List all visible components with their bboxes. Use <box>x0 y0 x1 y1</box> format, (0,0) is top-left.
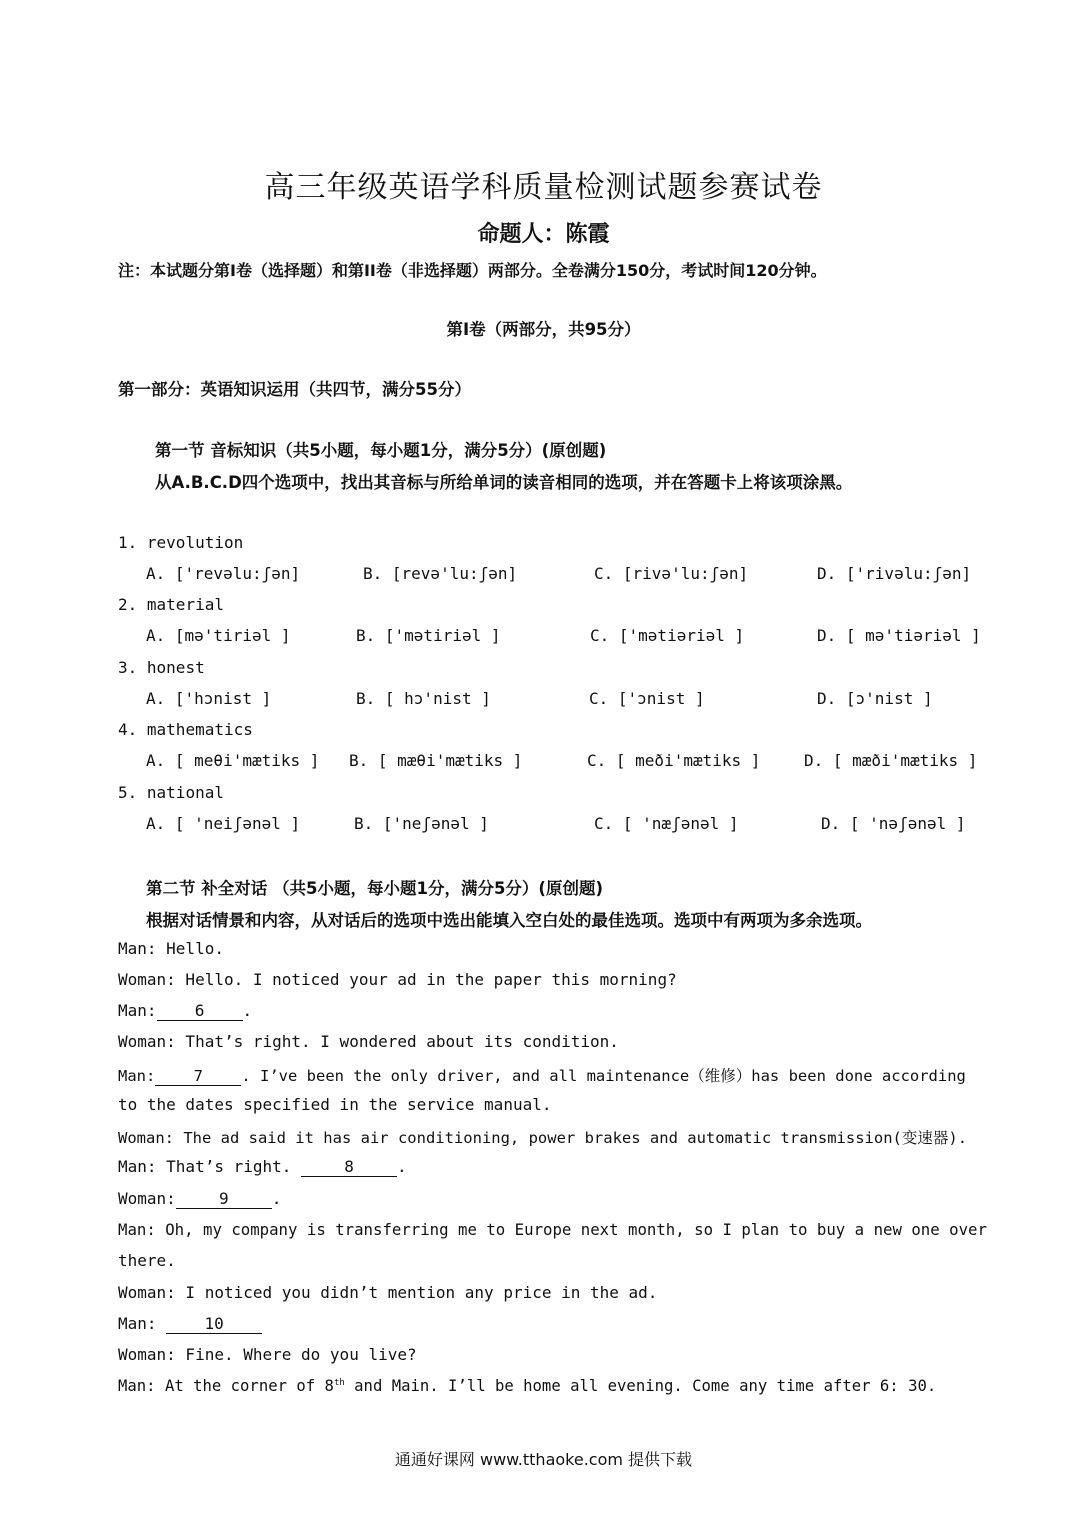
q5-option-d[interactable]: D. [ 'nəʃənəl ] <box>821 814 966 833</box>
page-title: 高三年级英语学科质量检测试题参赛试卷 <box>264 170 823 205</box>
speaker-text: . I’ve been the only driver, and all maintenance（维修）has been done according <box>241 1067 966 1085</box>
ordinal-suffix: th <box>333 1377 345 1388</box>
q5-option-c[interactable]: C. [ 'næʃənəl ] <box>594 814 739 833</box>
section1-heading: 第一节 音标知识（共5小题，每小题1分，满分5分）(原创题) <box>155 441 607 460</box>
section1-instruction: 从A.B.C.D四个选项中，找出其音标与所给单词的读音相同的选项，并在答题卡上将该项涂黑。 <box>155 473 853 492</box>
q1-option-b[interactable]: B. [revə'lu:ʃən] <box>363 564 518 583</box>
footer-text[interactable]: 通通好课网 www.tthaoke.com 提供下载 <box>394 1450 693 1469</box>
section2-instruction: 根据对话情景和内容，从对话后的选项中选出能填入空白处的最佳选项。选项中有两项为多余选项。 <box>146 911 872 930</box>
dialogue-line <box>118 1377 936 1395</box>
question-4 <box>118 720 253 739</box>
q4-option-a[interactable]: A. [ meθi'mætiks ] <box>146 751 320 770</box>
dialogue-line <box>118 1064 966 1086</box>
q5-option-b[interactable]: B. ['neʃənəl ] <box>354 814 489 833</box>
question-2 <box>118 595 224 614</box>
dialogue-line: Man: Hello. <box>118 939 224 958</box>
dialogue-line: Woman: That’s right. I wondered about its condition. <box>118 1032 619 1051</box>
question-number: 3. <box>118 658 138 677</box>
q1-option-a[interactable]: A. ['revəlu:ʃən] <box>146 564 301 583</box>
speaker-text: . <box>397 1157 407 1176</box>
q3-option-a[interactable]: A. ['hɔnist ] <box>146 689 272 708</box>
question-word: revolution <box>146 533 244 552</box>
question-word: material <box>146 595 224 614</box>
speaker-text: Man: <box>118 1067 156 1085</box>
author-line: 命题人：陈霞 <box>477 222 610 247</box>
q2-option-a[interactable]: A. [mə'tiriəl ] <box>146 626 291 645</box>
dialogue-line <box>118 1189 281 1209</box>
speaker-text: Man: That’s right. <box>118 1157 302 1176</box>
dialogue-line <box>118 1001 252 1021</box>
question-5 <box>118 783 224 802</box>
q3-option-c[interactable]: C. ['ɔnist ] <box>589 689 705 708</box>
q1-option-c[interactable]: C. [rivə'lu:ʃən] <box>594 564 749 583</box>
q3-option-d[interactable]: D. [ɔ'nist ] <box>817 689 933 708</box>
dialogue-line: to the dates specified in the service manual. <box>118 1095 552 1114</box>
speaker-text: Man: At the corner of 8 <box>118 1377 334 1395</box>
q4-option-b[interactable]: B. [ mæθi'mætiks ] <box>349 751 523 770</box>
exam-note: 注：本试题分第Ⅰ卷（选择题）和第II卷（非选择题）两部分。全卷满分150分，考试时间120分钟。 <box>118 261 827 280</box>
q2-option-b[interactable]: B. ['mətiriəl ] <box>356 626 501 645</box>
question-number: 2. <box>118 595 138 614</box>
speaker-text: Man: <box>118 1001 157 1020</box>
speaker-text: Woman: <box>118 1189 176 1208</box>
question-3 <box>118 658 205 677</box>
question-word: honest <box>146 658 205 677</box>
dialogue-line: Man: Oh, my company is transferring me to Europe next month, so I plan to buy a new one over <box>118 1220 987 1239</box>
part-heading: 第一部分：英语知识运用（共四节，满分55分） <box>118 380 471 399</box>
volume-heading: 第Ⅰ卷（两部分，共95分） <box>446 320 641 339</box>
question-number: 5. <box>118 783 138 802</box>
question-number: 4. <box>118 720 138 739</box>
q4-option-d[interactable]: D. [ mæði'mætiks ] <box>804 751 978 770</box>
answer-blank-8[interactable]: 8 <box>301 1158 397 1177</box>
answer-blank-9[interactable]: 9 <box>176 1190 272 1209</box>
q5-option-a[interactable]: A. [ 'neiʃənəl ] <box>146 814 301 833</box>
dialogue-line: Woman: Hello. I noticed your ad in the paper this morning? <box>118 970 677 989</box>
dialogue-line: Woman: The ad said it has air conditioning, power brakes and automatic transmission(变速器). <box>118 1129 968 1147</box>
question-1 <box>118 533 243 552</box>
q4-option-c[interactable]: C. [ meði'mætiks ] <box>587 751 761 770</box>
dialogue-line: Woman: Fine. Where do you live? <box>118 1345 417 1364</box>
q1-option-d[interactable]: D. ['rivəlu:ʃən] <box>817 564 972 583</box>
dialogue-line: there. <box>118 1251 176 1270</box>
q3-option-b[interactable]: B. [ hɔ'nist ] <box>356 689 491 708</box>
speaker-text: . <box>271 1189 282 1208</box>
dialogue-line <box>118 1314 262 1334</box>
speaker-text: and Main. I’ll be home all evening. Come any time after 6: 30. <box>344 1377 937 1395</box>
question-number: 1. <box>118 533 138 552</box>
dialogue-line <box>118 1157 407 1177</box>
dialogue-line: Woman: I noticed you didn’t mention any price in the ad. <box>118 1283 658 1302</box>
speaker-text: Man: <box>118 1314 167 1333</box>
answer-blank-10[interactable]: 10 <box>166 1315 262 1334</box>
q2-option-d[interactable]: D. [ mə'tiəriəl ] <box>817 626 981 645</box>
answer-blank-6[interactable]: 6 <box>157 1002 243 1021</box>
section2-heading: 第二节 补全对话 （共5小题，每小题1分，满分5分）(原创题) <box>146 879 604 898</box>
speaker-text: . <box>242 1001 253 1020</box>
question-word: national <box>146 783 224 802</box>
answer-blank-7[interactable]: 7 <box>155 1067 241 1086</box>
q2-option-c[interactable]: C. ['mətiəriəl ] <box>590 626 745 645</box>
question-word: mathematics <box>146 720 253 739</box>
